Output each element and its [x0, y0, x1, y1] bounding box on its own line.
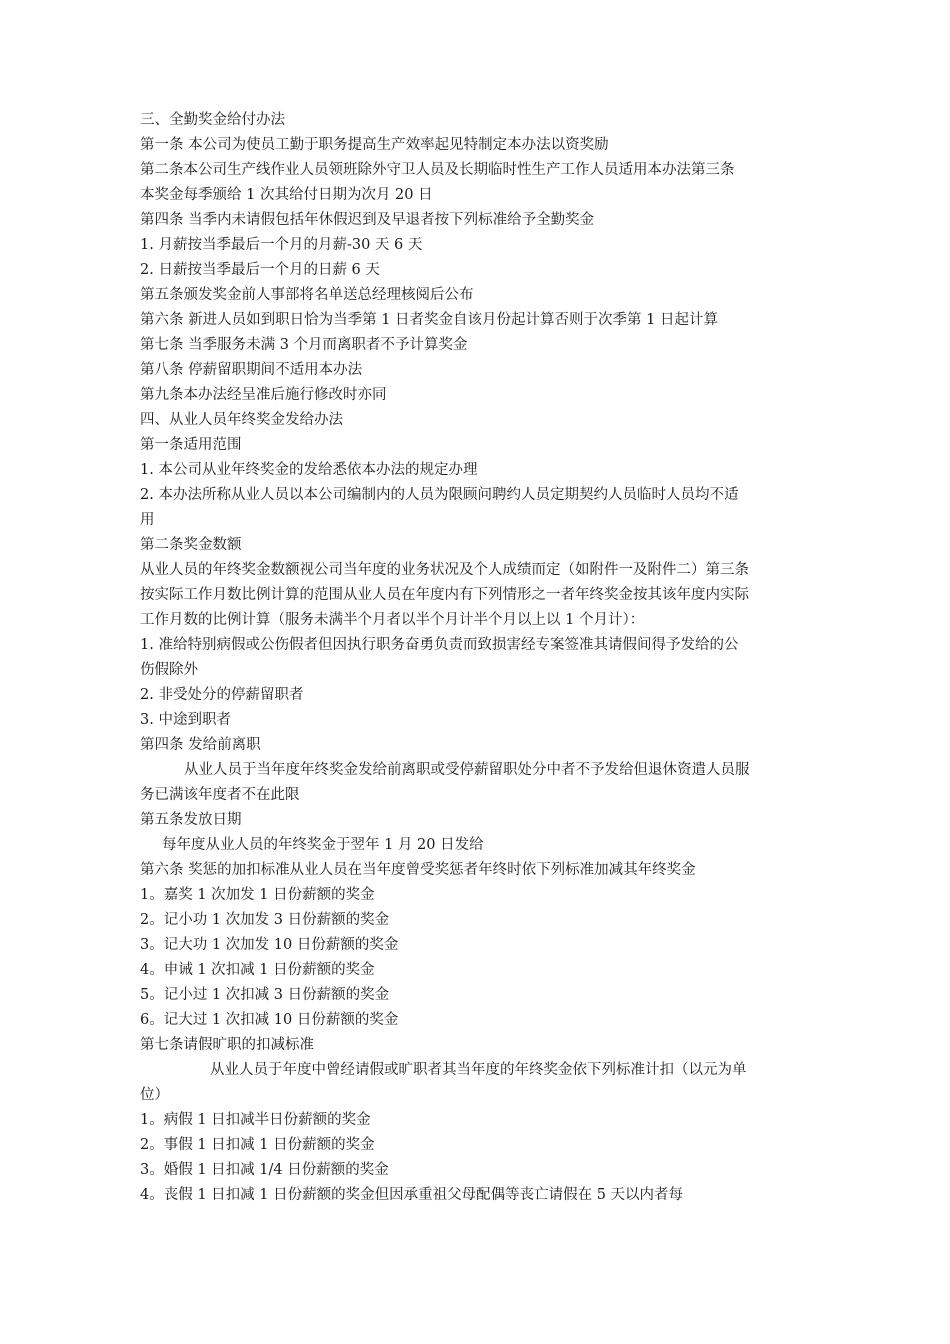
text-line: 第六条 奖惩的加扣标准从业人员在当年度曾受奖惩者年终时依下列标准加减其年终奖金 — [140, 862, 696, 878]
text-line: 第七条 当季服务未满 3 个月而离职者不予计算奖金 — [140, 337, 468, 353]
text-line: 三、全勤奖金给付办法 — [140, 112, 285, 128]
text-line: 第五条颁发奖金前人事部将名单送总经理核阅后公布 — [140, 287, 474, 303]
text-line: 2. 本办法所称从业人员以本公司编制内的人员为限顾问聘约人员定期契约人员临时人员均不适 — [140, 487, 739, 503]
text-line: 位） — [140, 1087, 169, 1103]
text-line: 用 — [140, 512, 155, 528]
text-line: 第一条适用范围 — [140, 437, 242, 453]
text-line: 从业人员的年终奖金数额视公司当年度的业务状况及个人成绩而定（如附件一及附件二）第三条 — [140, 562, 749, 578]
text-line: 伤假除外 — [140, 662, 198, 678]
text-line: 第二条本公司生产线作业人员领班除外守卫人员及长期临时性生产工作人员适用本办法第三条 — [140, 162, 735, 178]
text-line: 4。申诫 1 次扣减 1 日份薪额的奖金 — [140, 962, 375, 978]
text-line: 务已满该年度者不在此限 — [140, 787, 300, 803]
text-line: 从业人员于年度中曾经请假或旷职者其当年度的年终奖金依下列标准计扣（以元为单 — [210, 1062, 747, 1078]
text-line: 第四条 发给前离职 — [140, 737, 261, 753]
text-line: 1. 本公司从业年终奖金的发给悉依本办法的规定办理 — [140, 462, 478, 478]
text-line: 6。记大过 1 次扣减 10 日份薪额的奖金 — [140, 1012, 399, 1028]
text-line: 4。丧假 1 日扣减 1 日份薪额的奖金但因承重祖父母配偶等丧亡请假在 5 天以内者每 — [140, 1187, 684, 1203]
text-line: 第八条 停薪留职期间不适用本办法 — [140, 362, 363, 378]
text-line: 第二条奖金数额 — [140, 537, 242, 553]
text-line: 第六条 新进人员如到职日恰为当季第 1 日者奖金自该月份起计算否则于次季第 1 日起计算 — [140, 312, 718, 328]
text-line: 2。记小功 1 次加发 3 日份薪额的奖金 — [140, 912, 390, 928]
text-line: 2. 非受处分的停薪留职者 — [140, 687, 304, 703]
text-line: 2. 日薪按当季最后一个月的日薪 6 天 — [140, 262, 380, 278]
text-line: 从业人员于当年度年终奖金发给前离职或受停薪留职处分中者不予发给但退休资遣人员服 — [184, 762, 750, 778]
text-line: 2。事假 1 日扣减 1 日份薪额的奖金 — [140, 1137, 375, 1153]
text-line: 工作月数的比例计算（服务未满半个月者以半个月计半个月以上以 1 个月计）： — [140, 612, 645, 628]
text-line: 本奖金每季颁给 1 次其给付日期为次月 20 日 — [140, 187, 433, 203]
text-line: 四、从业人员年终奖金发给办法 — [140, 412, 343, 428]
text-line: 1。病假 1 日扣减半日份薪额的奖金 — [140, 1112, 371, 1128]
text-line: 3. 中途到职者 — [140, 712, 231, 728]
text-line: 3。婚假 1 日扣减 1/4 日份薪额的奖金 — [140, 1162, 389, 1178]
text-line: 第九条本办法经呈准后施行修改时亦同 — [140, 387, 387, 403]
text-line: 第七条请假旷职的扣减标准 — [140, 1037, 314, 1053]
text-line: 按实际工作月数比例计算的范围从业人员在年度内有下列情形之一者年终奖金按其该年度内实际 — [140, 587, 749, 603]
text-line: 1。嘉奖 1 次加发 1 日份薪额的奖金 — [140, 887, 375, 903]
text-line: 第四条 当季内未请假包括年休假迟到及早退者按下列标准给予全勤奖金 — [140, 212, 595, 228]
text-line: 第五条发放日期 — [140, 812, 242, 828]
text-line: 1. 月薪按当季最后一个月的月薪-30 天 6 天 — [140, 237, 423, 253]
text-line: 每年度从业人员的年终奖金于翌年 1 月 20 日发给 — [162, 837, 484, 853]
text-line: 3。记大功 1 次加发 10 日份薪额的奖金 — [140, 937, 399, 953]
text-line: 第一条 本公司为使员工勤于职务提高生产效率起见特制定本办法以资奖励 — [140, 137, 609, 153]
text-line: 1. 准给特别病假或公伤假者但因执行职务奋勇负责而致损害经专案签准其请假间得予发给的公 — [140, 637, 739, 653]
document-body — [140, 108, 820, 1208]
text-line: 5。记小过 1 次扣减 3 日份薪额的奖金 — [140, 987, 390, 1003]
